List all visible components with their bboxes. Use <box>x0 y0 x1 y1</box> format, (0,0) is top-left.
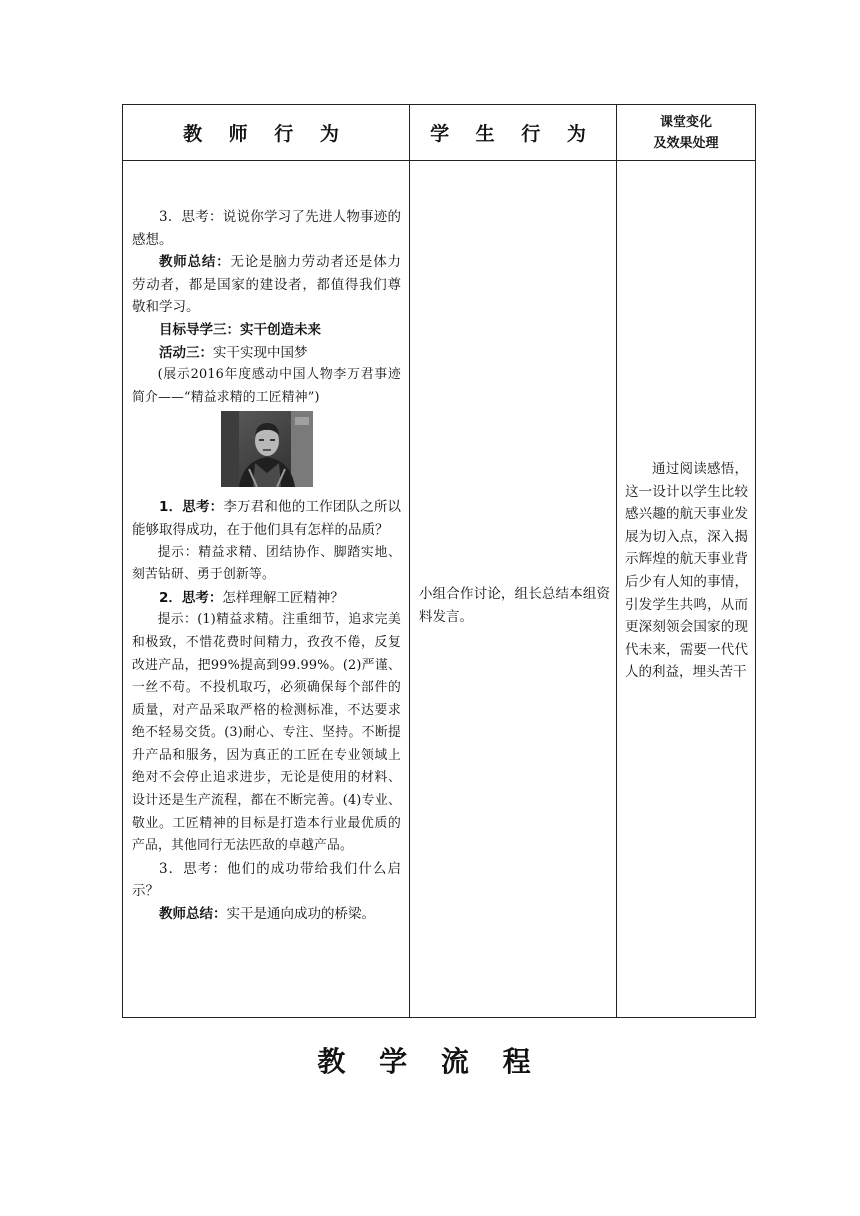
activity-heading: 活动三：实干实现中国梦 <box>159 344 308 361</box>
effect-header-line2: 及效果处理 <box>653 135 719 151</box>
think-question-1: 1．思考：李万君和他的工作团队之所以能够取得成功，在于他们具有怎样的品质？ <box>132 499 401 538</box>
effect-content <box>617 458 755 684</box>
think-question-2: 2．思考：怎样理解工匠精神？ <box>159 589 344 606</box>
lesson-table <box>122 104 756 1018</box>
teacher-cell <box>123 161 410 1018</box>
teacher-summary-1: 教师总结：无论是脑力劳动者还是体力劳动者，都是国家的建设者，都值得我们尊敬和学习。 <box>132 254 401 316</box>
student-cell <box>410 161 617 1018</box>
effect-column-header <box>617 105 756 161</box>
content-row <box>123 161 756 1018</box>
effect-cell <box>617 161 756 1018</box>
hint-2: 提示：(1)精益求精。注重细节，追求完美和极致，不惜花费时间精力，孜孜不倦，反复改进产品，把99%提高到99.99%。(2)严谨、一丝不苟。不投机取巧，必须确保每个部件的质量，对产品采取严格的检测标准，不达要求绝不轻易交货。(3)耐心、专注、坚持。不断提升产品和服务，因为真正的工匠在专业领域上绝对不会停止追求进步，无论是使用的材料、设计还是生产流程，都在不断完善。(4)专业、敬业。工匠精神的目标是打造本行业最优质的产品，其他同行无法匹敌的卓越产品。 <box>132 612 401 854</box>
effect-text: 通过阅读感悟，这一设计以学生比较感兴趣的航天事业发展为切入点，深入揭示辉煌的航天事业背后少有人知的事情，引发学生共鸣，从而更深刻领会国家的现代未来，需要一代代人的利益，埋头苦干 <box>625 461 748 681</box>
teacher-column-header: 教 师 行 为 <box>123 105 410 161</box>
section-title: 教 学 流 程 <box>317 1045 543 1078</box>
goal-heading: 目标导学三：实干创造未来 <box>159 321 321 338</box>
student-column-header: 学 生 行 为 <box>410 105 617 161</box>
display-note: (展示2016年度感动中国人物李万君事迹简介——“精益求精的工匠精神”) <box>132 367 401 405</box>
student-activity-text: 小组合作讨论，组长总结本组资料发言。 <box>419 586 610 625</box>
teacher-content <box>123 161 409 926</box>
photo-container <box>132 411 401 491</box>
header-row <box>123 105 756 161</box>
hint-1: 提示：精益求精、团结协作、脚踏实地、刻苦钻研、勇于创新等。 <box>132 544 401 583</box>
portrait-photo-icon <box>221 411 313 487</box>
think-question-3: 3．思考：他们的成功带给我们什么启示？ <box>132 860 401 900</box>
teacher-summary-2: 教师总结：实干是通向成功的桥梁。 <box>159 906 375 923</box>
effect-header-line1: 课堂变化 <box>659 114 712 130</box>
question-3: 3．思考：说说你学习了先进人物事迹的感想。 <box>132 209 402 248</box>
